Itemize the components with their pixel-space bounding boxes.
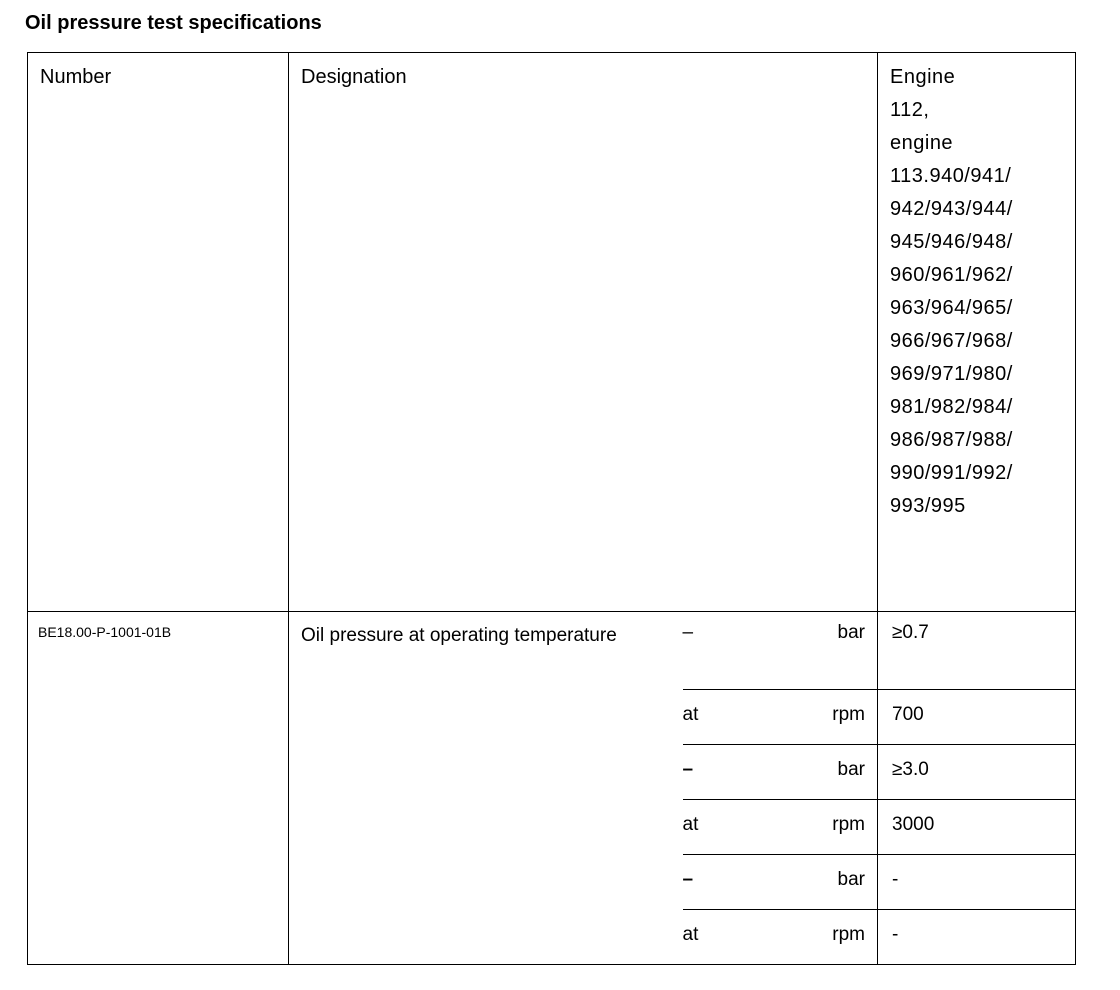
engine-header-line: 966/967/968/	[890, 330, 1013, 352]
engine-header-line: 960/961/962/	[890, 264, 1013, 286]
qualifier-cell	[683, 910, 878, 965]
value-cell: ≥3.0	[878, 745, 1076, 800]
engine-header-line: 945/946/948/	[890, 231, 1013, 253]
qualifier-cell	[683, 800, 878, 855]
unit-label: rpm	[832, 814, 865, 835]
table-row	[28, 612, 1076, 690]
qualifier-cell	[683, 690, 878, 745]
engine-header-line: 969/971/980/	[890, 363, 1013, 385]
spec-number: BE18.00-P-1001-01B	[28, 612, 289, 965]
engine-header-line: 963/964/965/	[890, 297, 1013, 319]
qualifier-label: at	[682, 924, 699, 945]
unit-label: bar	[837, 869, 865, 890]
qualifier-label: –	[682, 759, 694, 780]
value-cell: 3000	[878, 800, 1076, 855]
engine-header-line: engine	[890, 132, 954, 154]
unit-label: rpm	[832, 704, 865, 725]
engine-header-line: 112,	[890, 99, 930, 121]
engine-header-line: 990/991/992/	[890, 462, 1013, 484]
qualifier-label: at	[682, 814, 699, 835]
qualifier-label: at	[682, 704, 699, 725]
value-cell: ≥0.7	[878, 612, 1076, 690]
engine-header-line: 993/995	[890, 495, 966, 517]
qualifier-cell	[683, 745, 878, 800]
value-cell: -	[878, 855, 1076, 910]
spec-designation: Oil pressure at operating temperature	[289, 612, 683, 965]
engine-header-line: 981/982/984/	[890, 396, 1013, 418]
unit-label: bar	[837, 759, 865, 780]
engine-header-line: 113.940/941/	[890, 165, 1012, 187]
qualifier-cell	[683, 855, 878, 910]
spec-table	[27, 52, 1076, 965]
header-number: Number	[28, 53, 289, 612]
value-cell: 700	[878, 690, 1076, 745]
value-cell: -	[878, 910, 1076, 965]
unit-label: bar	[837, 622, 865, 643]
qualifier-cell	[683, 612, 878, 690]
qualifier-label: –	[682, 622, 694, 643]
engine-header-line: Engine	[890, 66, 956, 88]
page-title: Oil pressure test specifications	[25, 12, 322, 34]
engine-header-line: 986/987/988/	[890, 429, 1013, 451]
unit-label: rpm	[832, 924, 865, 945]
engine-header-line: 942/943/944/	[890, 198, 1013, 220]
header-row	[28, 53, 1076, 612]
header-engine	[878, 53, 1076, 612]
qualifier-label: –	[682, 869, 694, 890]
header-designation: Designation	[289, 53, 878, 612]
